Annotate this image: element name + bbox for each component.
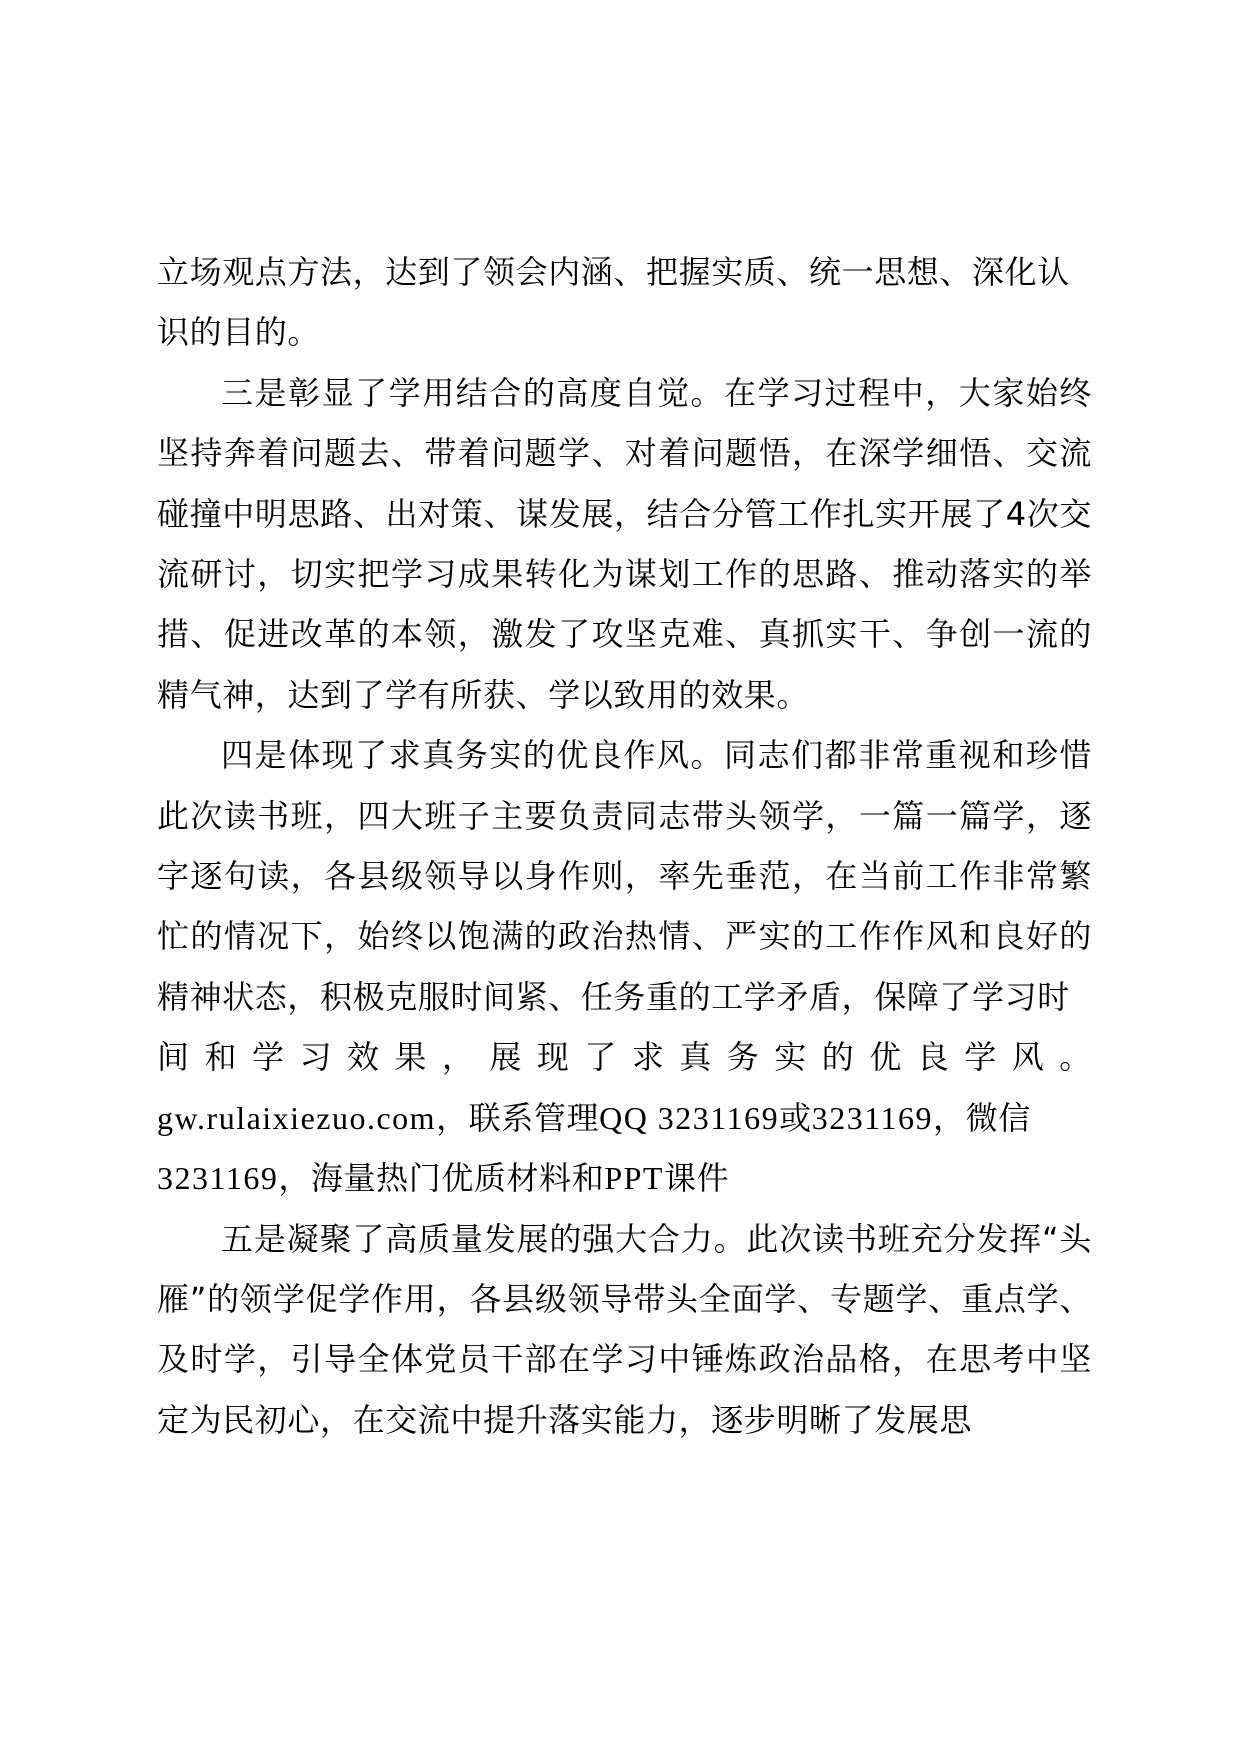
paragraph-3-last-line-char: 。 (1059, 1038, 1092, 1077)
paragraph-3: 四是体现了求真务实的优良作风。同志们都非常重视和珍惜此次读书班，四大班子主要负责同志带头领学，一篇一篇学，逐字逐句读，各县级领导以身作则，率先垂范，在当前工作非常繁忙的情况下，始终以饱满的政治热情、严实的工作作风和良好的精神状态，积极克服时间紧、任务重的工学矛盾，保障了学习时 (157, 736, 1092, 1016)
paragraph-3-last-line-char: 优 (869, 1038, 902, 1077)
document-body (157, 242, 1092, 1450)
watermark-qq-2: 3231169 (811, 1099, 934, 1136)
paragraph-3-last-line-char: 风 (1011, 1038, 1045, 1077)
paragraph-3-last-line-char: 求 (631, 1038, 665, 1077)
paragraph-3-last-line-char: 的 (821, 1038, 855, 1077)
watermark-or: 或 (779, 1098, 812, 1137)
watermark-courseware: 课件 (663, 1159, 730, 1198)
paragraph-3-last-line-char: 了 (584, 1038, 617, 1077)
paragraph-3-last-line-char: 果 (394, 1038, 428, 1077)
paragraph-4: 五是凝聚了高质量发展的强大合力。此次读书班充分发挥“头雁”的领学促学作用，各县级领导带头全面学、专题学、重点学、及时学，引导全体党员干部在学习中锤炼政治品格，在思考中坚定为民初心，在交流中提升落实能力，逐步明晰了发展思 (157, 1219, 1092, 1439)
watermark-contact-label: ，联系管理 (436, 1098, 600, 1137)
paragraph-3-last-line-char: 实 (774, 1038, 807, 1077)
paragraph-3-last-line-char: 学 (251, 1038, 285, 1077)
paragraph-3-last-line-char: 学 (964, 1038, 997, 1077)
watermark-url: gw.rulaixiezuo.com (157, 1099, 437, 1136)
watermark-wechat-label: ，微信 (933, 1098, 1031, 1137)
paragraph-3-last-line (157, 1027, 1092, 1087)
paragraph-3-last-line-char: 良 (916, 1038, 950, 1077)
watermark-qq: QQ 3231169 (599, 1099, 780, 1136)
paragraph-2: 三是彰显了学用结合的高度自觉。在学习过程中，大家始终坚持奔着问题去、带着问题学、对着问题悟，在深学细悟、交流碰撞中明思路、出对策、谋发展，结合分管工作扎实开展了4次交流研讨，切实把学习成果转化为谋划工作的思路、推动落实的举措、促进改革的本领，激发了攻坚克难、真抓实干、争创一流的精气神，达到了学有所获、学以致用的效果。 (157, 373, 1092, 714)
paragraph-3-last-line-char: 真 (679, 1038, 712, 1077)
watermark-ppt: PPT (604, 1160, 664, 1197)
paragraph-1-line-2: 识的目的。 (157, 313, 321, 352)
watermark-line-2 (157, 1148, 1092, 1208)
paragraph-3-last-line-char: ， (441, 1038, 475, 1077)
paragraph-3-last-line-char: 和 (204, 1038, 238, 1077)
paragraph-3-last-line-char: 效 (346, 1038, 380, 1077)
paragraph-1-line-1: 立场观点方法，达到了领会内涵、把握实质、统一思想、深化认 (157, 253, 1070, 291)
paragraph-3-last-line-char: 习 (299, 1038, 333, 1077)
watermark-wechat-id: 3231169 (157, 1160, 279, 1197)
watermark-line-1 (157, 1088, 1092, 1148)
paragraph-3-last-line-char: 务 (726, 1038, 760, 1077)
watermark-materials-text: ，海量热门优质材料和 (278, 1159, 605, 1198)
paragraph-3-last-line-char: 现 (536, 1038, 570, 1077)
paragraph-3-last-line-char: 间 (157, 1038, 190, 1077)
paragraph-3-last-line-char: 展 (489, 1038, 522, 1077)
